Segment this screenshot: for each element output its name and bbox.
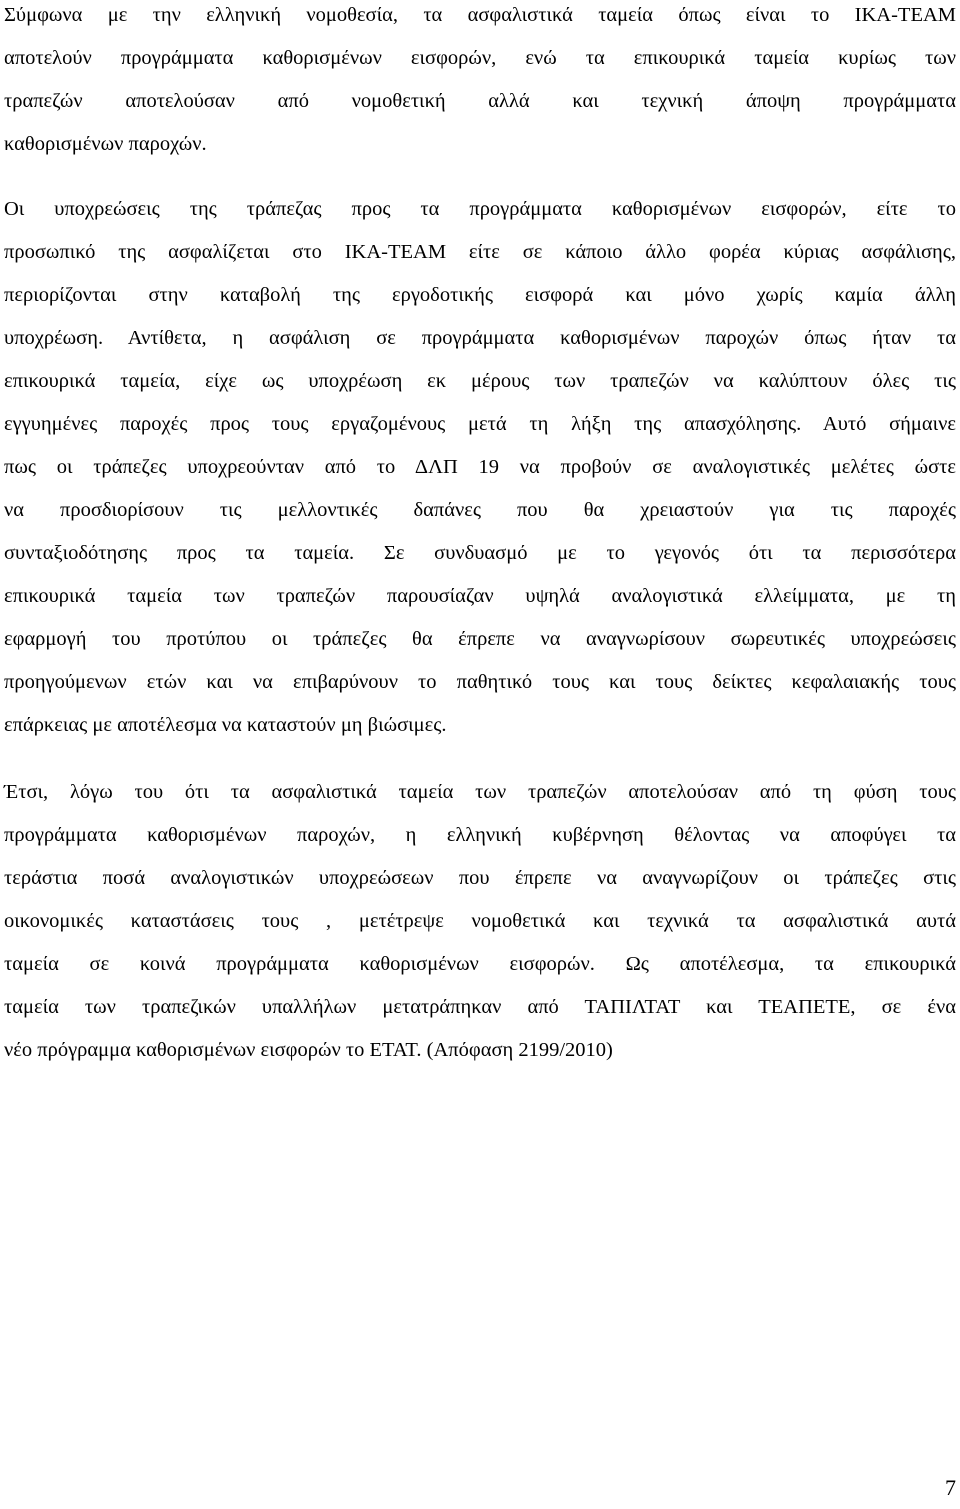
text-line: νέο πρόγραμμα καθορισμένων εισφορών το ΕΤΑΤ. (Απόφαση 2199/2010) [4,1039,613,1061]
text-line: επικουρικά ταμεία, είχε ως υποχρέωση εκ μέρους των τραπεζών να καλύπτουν όλες τις [4,370,956,392]
text-line: εφαρμογή του προτύπου οι τράπεζες θα έπρεπε να αναγνωρίσουν σωρευτικές υποχρεώσεις [4,628,956,650]
text-line: πως οι τράπεζες υποχρεούνταν από το ΔΛΠ 19 να προβούν σε αναλογιστικές μελέτες ώστε [4,456,956,478]
text-line: καθορισμένων παροχών. [4,133,207,155]
page-number: 7 [945,1475,956,1500]
text-line: προσωπικό της ασφαλίζεται στο ΙΚΑ-ΤΕΑΜ είτε σε κάποιο άλλο φορέα κύριας ασφάλισης, [4,241,956,263]
text-line: επάρκειας με αποτέλεσμα να καταστούν μη βιώσιμες. [4,714,447,736]
text-line: να προσδιορίσουν τις μελλοντικές δαπάνες που θα χρειαστούν για τις παροχές [4,499,956,521]
text-line: τραπεζών αποτελούσαν από νομοθετική αλλά και τεχνική άποψη προγράμματα [4,90,956,112]
text-line: περιορίζονται στην καταβολή της εργοδοτικής εισφορά και μόνο χωρίς καμία άλλη [4,284,956,306]
text-line: Σύμφωνα με την ελληνική νομοθεσία, τα ασφαλιστικά ταμεία όπως είναι το ΙΚΑ-ΤΕΑΜ [4,4,956,26]
text-line: υποχρέωση. Αντίθετα, η ασφάλιση σε προγράμματα καθορισμένων παροχών όπως ήταν τα [4,327,956,349]
text-line: οικονομικές καταστάσεις τους , μετέτρεψε νομοθετικά και τεχνικά τα ασφαλιστικά αυτά [4,910,956,932]
text-line: τεράστια ποσά αναλογιστικών υποχρεώσεων που έπρεπε να αναγνωρίζουν οι τράπεζες στις [4,867,956,889]
text-line: προγράμματα καθορισμένων παροχών, η ελληνική κυβέρνηση θέλοντας να αποφύγει τα [4,824,956,846]
text-line: ταμεία σε κοινά προγράμματα καθορισμένων εισφορών. Ως αποτέλεσμα, τα επικουρικά [4,953,956,975]
text-line: επικουρικά ταμεία των τραπεζών παρουσίαζαν υψηλά αναλογιστικά ελλείμματα, με τη [4,585,956,607]
text-line: προηγούμενων ετών και να επιβαρύνουν το παθητικό τους και τους δείκτες κεφαλαιακής τους [4,671,956,693]
text-line: αποτελούν προγράμματα καθορισμένων εισφορών, ενώ τα επικουρικά ταμεία κυρίως των [4,47,956,69]
text-line: συνταξιοδότησης προς τα ταμεία. Σε συνδυασμό με το γεγονός ότι τα περισσότερα [4,542,956,564]
text-line: ταμεία των τραπεζικών υπαλλήλων μετατράπηκαν από ΤΑΠΙΛΤΑΤ και ΤΕΑΠΕΤΕ, σε ένα [4,996,956,1018]
text-line: εγγυημένες παροχές προς τους εργαζομένους μετά τη λήξη της απασχόλησης. Αυτό σήμαινε [4,413,956,435]
text-line: Έτσι, λόγω του ότι τα ασφαλιστικά ταμεία των τραπεζών αποτελούσαν από τη φύση τους [4,781,956,803]
text-line: Οι υποχρεώσεις της τράπεζας προς τα προγράμματα καθορισμένων εισφορών, είτε το [4,198,956,220]
